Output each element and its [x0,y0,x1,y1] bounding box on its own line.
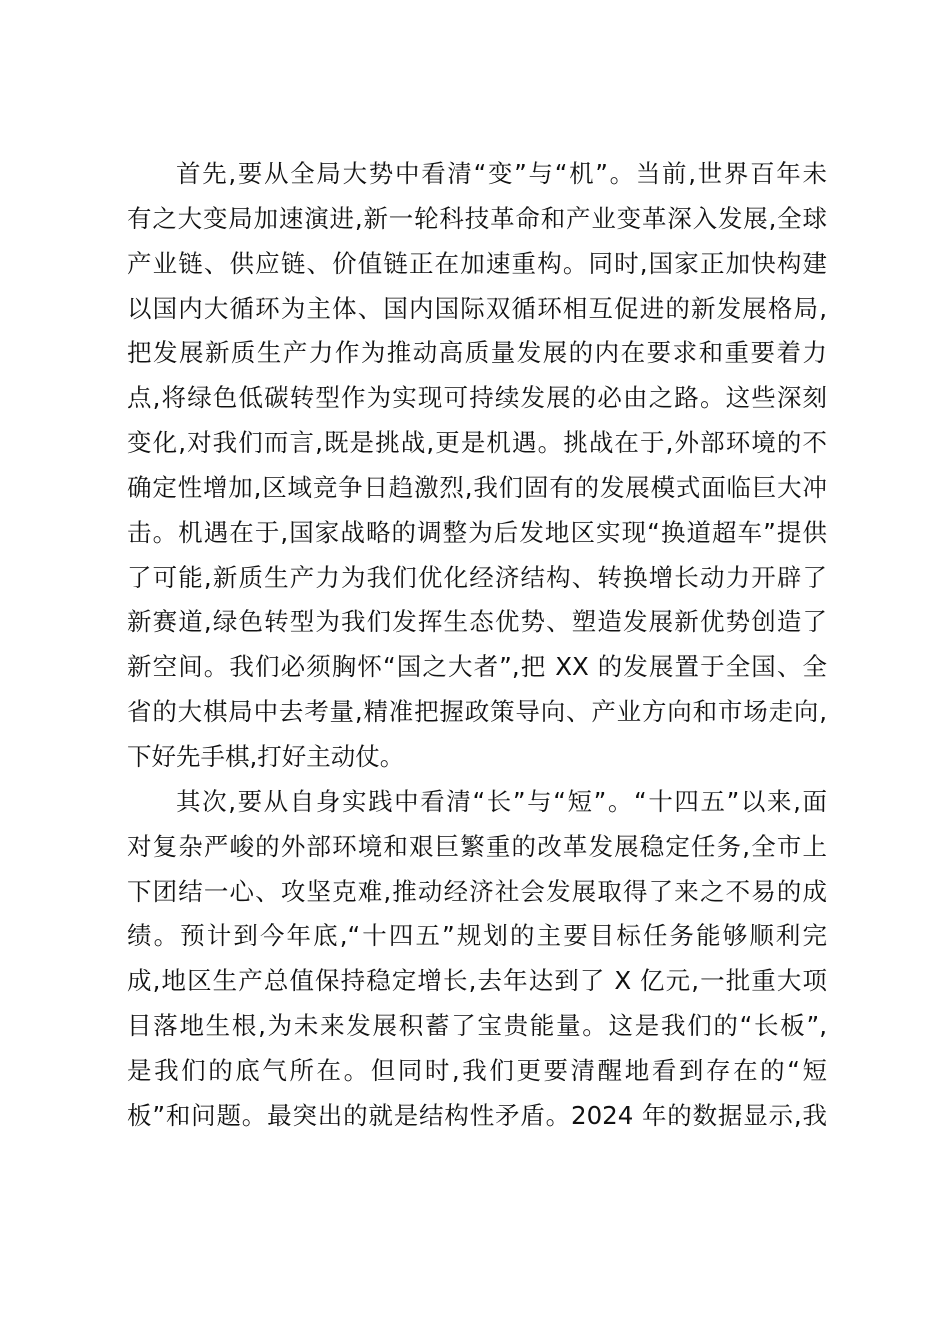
text-line: 成,地区生产总值保持稳定增长,去年达到了 X 亿元,一批重大项 [127,966,827,996]
text-line: 下好先手棋,打好主动仗。 [127,741,405,771]
paragraph-2 [127,780,827,1139]
text-line: 目落地生根,为未来发展积蓄了宝贵能量。这是我们的“长板”, [127,1011,827,1041]
text-line: 了可能,新质生产力为我们优化经济结构、转换增长动力开辟了 [127,562,827,592]
text-line: 是我们的底气所在。但同时,我们更要清醒地看到存在的“短 [127,1055,827,1085]
text-line: 以国内大循环为主体、国内国际双循环相互促进的新发展格局, [127,293,827,323]
text-line: 击。机遇在于,国家战略的调整为后发地区实现“换道超车”提供 [127,517,827,547]
text-line: 省的大棋局中去考量,精准把握政策导向、产业方向和市场走向, [127,697,827,727]
text-line: 产业链、供应链、价值链正在加速重构。同时,国家正加快构建 [127,248,827,278]
text-line: 下团结一心、攻坚克难,推动经济社会发展取得了来之不易的成 [127,876,827,906]
text-line: 新空间。我们必须胸怀“国之大者”,把 XX 的发展置于全国、全 [127,652,827,682]
text-line: 新赛道,绿色转型为我们发挥生态优势、塑造发展新优势创造了 [127,607,827,637]
text-line: 对复杂严峻的外部环境和艰巨繁重的改革发展稳定任务,全市上 [127,831,827,861]
text-line: 确定性增加,区域竞争日趋激烈,我们固有的发展模式面临巨大冲 [127,472,827,502]
text-line: 绩。预计到今年底,“十四五”规划的主要目标任务能够顺利完 [127,921,827,951]
document-body [127,152,827,1139]
text-line: 点,将绿色低碳转型作为实现可持续发展的必由之路。这些深刻 [127,383,827,413]
text-line: 变化,对我们而言,既是挑战,更是机遇。挑战在于,外部环境的不 [127,428,827,458]
text-line: 其次,要从自身实践中看清“长”与“短”。“十四五”以来,面 [176,786,827,816]
text-line: 首先,要从全局大势中看清“变”与“机”。当前,世界百年未 [176,159,827,188]
text-line: 把发展新质生产力作为推动高质量发展的内在要求和重要着力 [127,338,827,368]
text-line: 板”和问题。最突出的就是结构性矛盾。2024 年的数据显示,我 [127,1100,827,1130]
text-line: 有之大变局加速演进,新一轮科技革命和产业变革深入发展,全球 [127,203,827,233]
paragraph-1 [127,152,827,780]
